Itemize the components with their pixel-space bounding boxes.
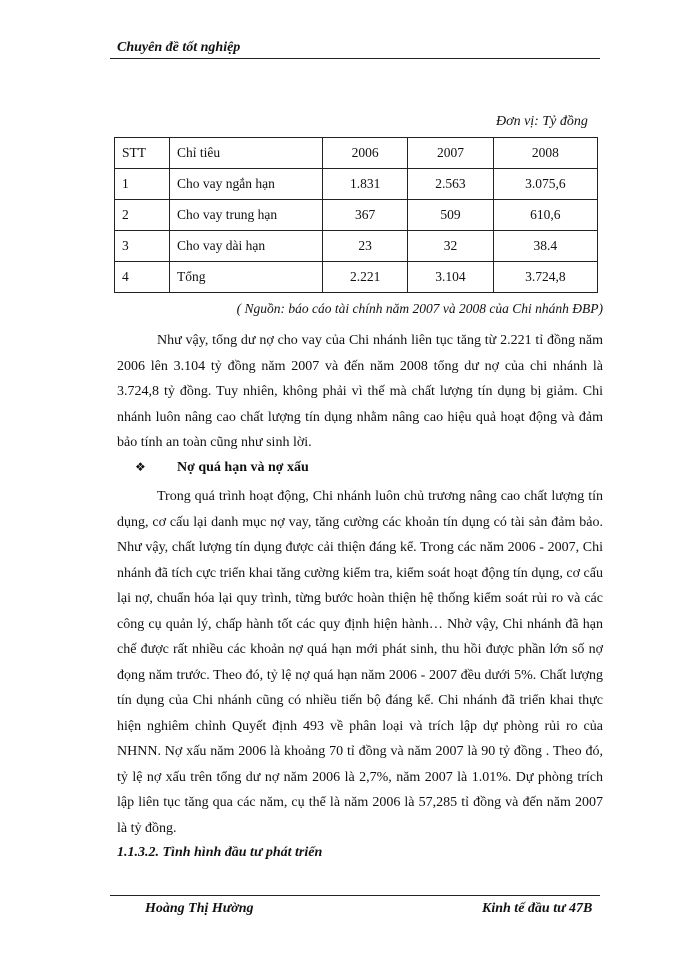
diamond-bullet-icon: ❖: [135, 460, 146, 474]
table-cell: Cho vay dài hạn: [170, 231, 323, 262]
table-cell: 1.831: [323, 169, 408, 200]
paragraph-bad-debt: [117, 484, 603, 841]
table-cell: Cho vay ngắn hạn: [170, 169, 323, 200]
unit-note: Đơn vị: Tỷ đồng: [496, 114, 588, 129]
table-cell: 3.075,6: [493, 169, 597, 200]
table-cell: 32: [408, 231, 493, 262]
table-cell: 38.4: [493, 231, 597, 262]
table-cell: 3.724,8: [493, 262, 597, 293]
table-header-cell: 2008: [493, 138, 597, 169]
table-cell: 3: [115, 231, 170, 262]
table-header-cell: 2007: [408, 138, 493, 169]
paragraph-loan-growth: [117, 328, 603, 456]
footer-author: Hoàng Thị Hường: [145, 901, 254, 916]
table-header-cell: 2006: [323, 138, 408, 169]
table-cell: 367: [323, 200, 408, 231]
table-cell: Tổng: [170, 262, 323, 293]
table-cell: 23: [323, 231, 408, 262]
bullet-label: Nợ quá hạn và nợ xấu: [177, 460, 309, 475]
table-cell: 1: [115, 169, 170, 200]
table-row: [115, 200, 598, 231]
section-heading: 1.1.3.2. Tình hình đầu tư phát triển: [117, 845, 323, 860]
source-note: ( Nguồn: báo cáo tài chính năm 2007 và 2008 của Chi nhánh ĐBP): [236, 301, 603, 316]
table-row: [115, 169, 598, 200]
paragraph-text: Trong quá trình hoạt động, Chi nhánh luôn chủ trương nâng cao chất lượng tín dụng, cơ cấu lại danh mục nợ vay, tăng cường các khoản tín dụng có tài sản đảm bảo. Như vậy, chất lượng tín dụng được cải thiện đáng kể. Trong các năm 2006 - 2007, Chi nhánh đã tích cực triển khai tăng cường kiểm tra, kiểm soát hoạt động tín dụng, cơ cấu lại nợ, chuẩn hóa lại quy trình, từng bước hoàn thiện hệ thống kiểm soát rủi ro và các công cụ quản lý, chấp hành tốt các quy định hiện hành… Nhờ vậy, Chi nhánh đã hạn chế được rất nhiều các khoản nợ quá hạn mới phát sinh, thu hồi được phần lớn số nợ đọng năm trước. Theo đó, tỷ lệ nợ quá hạn năm 2006 - 2007 đều dưới 5%. Chất lượng tín dụng của Chi nhánh cũng có nhiều tiến bộ đáng kể. Chi nhánh đã triển khai thực hiện nghiêm chỉnh Quyết định 493 về phân loại và trích lập dự phòng rủi ro của NHNN. Nợ xấu năm 2006 là khoảng 70 tỉ đồng và năm 2007 là 90 tỷ đồng . Theo đó, tỷ lệ nợ xấu trên tổng dư nợ năm 2006 là 2,7%, năm 2007 là 1.01%. Dự phòng trích lập liên tục tăng qua các năm, cụ thể là năm 2006 là 57,285 tỉ đồng và đến năm 2007 là tỷ đồng.: [117, 489, 603, 836]
table-row: [115, 231, 598, 262]
header-title: Chuyên đề tốt nghiệp: [117, 40, 241, 55]
table-cell: 610,6: [493, 200, 597, 231]
bullet-heading: [135, 460, 309, 476]
table-cell: 3.104: [408, 262, 493, 293]
table-header-row: [115, 138, 598, 169]
table-row: [115, 262, 598, 293]
table-cell: 4: [115, 262, 170, 293]
table-header-cell: Chỉ tiêu: [170, 138, 323, 169]
header-divider: [110, 58, 600, 59]
table-cell: 2: [115, 200, 170, 231]
footer-class: Kinh tế đầu tư 47B: [482, 901, 593, 916]
table-cell: Cho vay trung hạn: [170, 200, 323, 231]
table-cell: 509: [408, 200, 493, 231]
paragraph-text: Như vậy, tổng dư nợ cho vay của Chi nhánh liên tục tăng từ 2.221 tỉ đồng năm 2006 lên 3.104 tỷ đồng năm 2007 và đến năm 2008 tổng dư nợ của chi nhánh là 3.724,8 tỷ đồng. Tuy nhiên, không phải vì thế mà chất lượng tín dụng bị giảm. Chi nhánh luôn nâng cao chất lượng tín dụng nhằm nâng cao hiệu quả hoạt động và đảm bảo tính an toàn cũng như sinh lời.: [117, 333, 603, 450]
table-cell: 2.221: [323, 262, 408, 293]
loan-table: [114, 137, 598, 293]
table-header-cell: STT: [115, 138, 170, 169]
table-cell: 2.563: [408, 169, 493, 200]
footer-divider: [110, 895, 600, 896]
